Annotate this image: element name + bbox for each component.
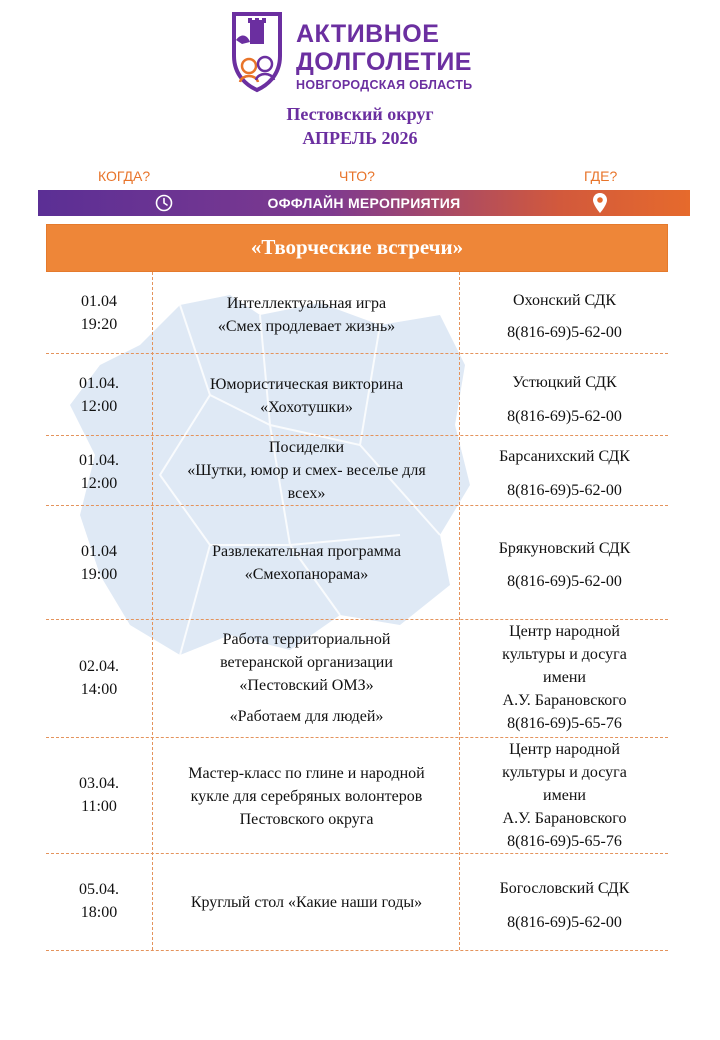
column-divider-2 <box>459 272 460 950</box>
event-line: «Шутки, юмор и смех- веселье для <box>187 462 426 479</box>
event-line: «Работаем для людей» <box>229 708 384 725</box>
event-line: Юмористическая викторина <box>209 376 404 393</box>
logo-subtitle: НОВГОРОДСКАЯ ОБЛАСТЬ <box>296 78 473 92</box>
event-datetime <box>46 878 152 924</box>
event-line: кукле для серебряных волонтеров <box>190 788 423 805</box>
event-line: Круглый стол «Какие наши годы» <box>190 894 423 911</box>
section-title: «Творческие встречи» <box>250 235 464 259</box>
venue-phone: 8(816-69)5-62-00 <box>507 914 622 931</box>
event-datetime <box>46 290 152 336</box>
event-description <box>154 292 459 338</box>
event-line: «Смех продлевает жизнь» <box>217 318 396 335</box>
event-line: Развлекательная программа <box>212 543 401 560</box>
venue-name: Барсанихский СДК <box>499 448 630 465</box>
event-venue <box>461 872 668 940</box>
event-description <box>154 436 459 505</box>
event-datetime <box>46 655 152 701</box>
district-title: Пестовский округ <box>286 104 434 124</box>
event-date: 03.04. <box>79 775 119 792</box>
venue-name: Центр народной <box>509 741 620 758</box>
event-venue <box>461 532 668 598</box>
venue-phone: 8(816-69)5-65-76 <box>507 715 622 732</box>
event-line: Посиделки <box>268 439 345 456</box>
event-date: 05.04. <box>79 881 119 898</box>
venue-name: культуры и досуга <box>502 764 627 781</box>
event-line: ветеранской организации <box>220 654 393 671</box>
event-time: 19:20 <box>80 316 118 333</box>
month-title: АПРЕЛЬ 2026 <box>302 128 418 148</box>
logo <box>228 10 498 96</box>
event-venue <box>461 285 668 349</box>
banner-title: ОФФЛАЙН МЕРОПРИЯТИЯ <box>267 195 461 211</box>
row-divider <box>46 950 668 951</box>
venue-name: Центр народной <box>509 623 620 640</box>
offline-events-banner <box>38 190 690 216</box>
event-datetime <box>46 372 152 418</box>
venue-phone: 8(816-69)5-65-76 <box>507 833 622 850</box>
venue-phone: 8(816-69)5-62-00 <box>507 482 622 499</box>
event-line: Работа территориальной <box>222 631 391 648</box>
event-line: Пестовского округа <box>239 811 374 828</box>
venue-phone: 8(816-69)5-62-00 <box>507 408 622 425</box>
row-divider <box>46 353 668 354</box>
event-venue <box>461 440 668 508</box>
venue-name: Охонский СДК <box>513 292 616 309</box>
event-venue <box>461 738 668 853</box>
event-description <box>154 891 459 914</box>
event-line: всех» <box>287 485 326 502</box>
event-venue <box>461 620 668 735</box>
event-line: «Пестовский ОМЗ» <box>239 677 374 694</box>
event-time: 11:00 <box>81 798 117 815</box>
event-time: 18:00 <box>80 904 118 921</box>
event-date: 01.04. <box>79 452 119 469</box>
venue-phone: 8(816-69)5-62-00 <box>507 573 622 590</box>
column-divider-1 <box>152 272 153 950</box>
venue-name: имени <box>543 787 586 804</box>
logo-title-line-2: ДОЛГОЛЕТИЕ <box>296 48 472 76</box>
column-label-where: ГДЕ? <box>584 168 618 184</box>
event-description <box>154 373 459 419</box>
event-time: 12:00 <box>80 475 118 492</box>
event-datetime <box>46 772 152 818</box>
event-venue <box>461 366 668 434</box>
venue-name: А.У. Барановского <box>502 692 627 709</box>
event-date: 01.04. <box>79 375 119 392</box>
event-description <box>154 540 459 586</box>
event-description <box>154 628 459 728</box>
venue-phone: 8(816-69)5-62-00 <box>507 324 622 341</box>
region-emblem-icon <box>228 10 286 94</box>
event-datetime <box>46 540 152 586</box>
venue-name: Богословский СДК <box>499 880 630 897</box>
location-pin-icon <box>592 192 608 214</box>
event-time: 19:00 <box>80 566 118 583</box>
event-line: Мастер-класс по глине и народной <box>188 765 425 782</box>
venue-name: имени <box>543 669 586 686</box>
column-label-when: КОГДА? <box>98 168 151 184</box>
event-date: 02.04. <box>79 658 119 675</box>
event-description <box>154 762 459 831</box>
venue-name: А.У. Барановского <box>502 810 627 827</box>
venue-name: культуры и досуга <box>502 646 627 663</box>
event-time: 12:00 <box>80 398 118 415</box>
venue-name: Брякуновский СДК <box>498 540 631 557</box>
logo-title-line-1: АКТИВНОЕ <box>296 20 440 48</box>
event-line: Интеллектуальная игра <box>226 295 387 312</box>
event-time: 14:00 <box>80 681 118 698</box>
section-header <box>46 224 668 272</box>
event-date: 01.04 <box>81 543 117 560</box>
event-line: «Смехопанорама» <box>244 566 369 583</box>
venue-name: Устюцкий СДК <box>512 374 617 391</box>
event-line: «Хохотушки» <box>260 399 353 416</box>
event-date: 01.04 <box>81 293 117 310</box>
column-label-what: ЧТО? <box>339 168 375 184</box>
row-divider <box>46 853 668 854</box>
event-datetime <box>46 449 152 495</box>
